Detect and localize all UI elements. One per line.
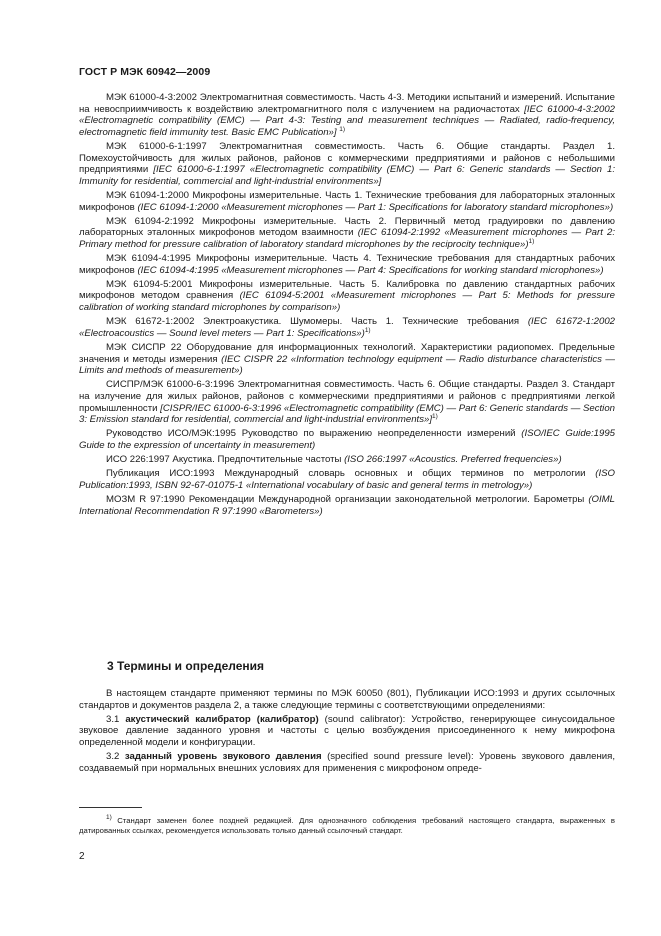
reference-item: МЭК 61094-1:2000 Микрофоны измерительные. Часть 1. Технические требования для лабораторных эталонных микрофонов (IEC 61094-1:2000 «Measurement microphones — Part 1: Specifications for laboratory standard microphones») [79, 189, 615, 213]
reference-item: МЭК 61094-5:2001 Микрофоны измерительные. Часть 5. Калибровка по давлению стандартных рабочих микрофонов методом сравнения (IEC 61094-5:2001 «Measurement microphones — Part 5: Methods for pressure calibration of working standard microphones by comparison») [79, 278, 615, 314]
term-definition: 3.2 заданный уровень звукового давления (specified sound pressure level): Уровень звукового давления, создаваемый при нормальных внешних условиях для применения с микрофоном опреде- [79, 751, 615, 774]
footnote-divider [79, 807, 142, 808]
reference-item: ИСО 226:1997 Акустика. Предпочтительные частоты (ISO 266:1997 «Acoustics. Preferred frequencies») [106, 454, 562, 466]
section-intro: В настоящем стандарте применяют термины по МЭК 60050 (801), Публикации ИСО:1993 и других ссылочных стандартов и документов раздела 2, а также следующие термины с соответствующими определениями: [79, 688, 615, 711]
reference-item: МЭК 61672-1:2002 Электроакустика. Шумомеры. Часть 1. Технические требования (IEC 61672-1:2002 «Electroacoustics — Sound level meters — Part 1: Specifications»)$^{1)}$ [79, 316, 615, 339]
page-number: 2 [79, 851, 85, 862]
reference-item: МЭК 61094-2:1992 Микрофоны измерительные. Часть 2. Первичный метод градуировки по давлению лабораторных эталонных микрофонов методом взаимности (IEC 61094-2:1992 «Measurement microphones — Part 2: Primary method for pressure calibration of laboratory standard microphones by the reciprocity technique»)$^{1)}$ [79, 215, 615, 250]
reference-item: МЭК 61000-4-3:2002 Электромагнитная совместимость. Часть 4-3. Методики испытаний и измерений. Испытание на невосприимчивость к воздействию электромагнитного поля с излучением на радиочастотах [IEC 61000-4-3:2002 «Electromagnetic compatibility (EMC) — Part 4-3: Testing and measurement techniques — Radiated, radio-frequency, electromagnetic field immunity test. Basic EMC Publication»] $^{1)}$ [79, 92, 615, 138]
reference-item: МЭК 61000-6-1:1997 Электромагнитная совместимость. Часть 6. Общие стандарты. Раздел 1. Помехоустойчивость для жилых районов, районов с коммерческими предприятиями и районов с небольшими предприятиями [IEC 61000-6-1:1997 «Electromagnetic compatibility (EMC) — Part 6: Generic standards — Section 1: Immunity for residential, commercial and light-industrial environments»] [79, 140, 616, 187]
footnote: $^{1)}$ Стандарт заменен более поздней редакцией. Для однозначного соблюдения требований настоящего стандарта, выраженных в датированных ссылках, рекомендуется использовать только данный ссылочный стандарт. [79, 814, 615, 836]
document-header: ГОСТ Р МЭК 60942—2009 [79, 66, 211, 78]
reference-item: МЭК СИСПР 22 Оборудование для информационных технологий. Характеристики радиопомех. Предельные значения и методы измерения (IEC CISPR 22 «Information technology equipment — Radio disturbance characteristics — Limits and methods of measurement») [79, 342, 616, 377]
section-heading: 3 Термины и определения [107, 659, 265, 673]
reference-item: МЭК 61094-4:1995 Микрофоны измерительные. Часть 4. Технические требования для стандартных рабочих микрофонов (IEC 61094-4:1995 «Measurement microphones — Part 4: Specifications for working standard microphones») [79, 253, 615, 276]
references-list [79, 92, 615, 520]
reference-item: Руководство ИСО/МЭК:1995 Руководство по выражению неопределенности измерений (ISO/IEC Guide:1995 Guide to the expression of uncertainty in measurement) [79, 428, 615, 451]
reference-item: СИСПР/МЭК 61000-6-3:1996 Электромагнитная совместимость. Часть 6. Общие стандарты. Раздел 3. Стандарт на излучение для жилых районов, районов с коммерческими предприятиями и районов с предприятиями легкой промышленности [CISPR/IEC 61000-6-3:1996 «Electromagnetic compatibility (EMC) — Part 6: Generic standards — Section 3: Emission standard for residential, commercial and light-industrial environments»]$^{1)}$ [79, 379, 615, 426]
reference-item: Публикация ИСО:1993 Международный словарь основных и общих терминов по метрологии (ISO Publication:1993, ISBN 92-67-01075-1 «International vocabulary of basic and general terms in metrology») [79, 468, 616, 491]
section-body [79, 688, 615, 777]
reference-item: МОЗМ R 97:1990 Рекомендации Международной организации законодательной метрологии. Барометры (OIML International Recommendation R 97:1990 «Barometers») [79, 494, 615, 517]
term-definition: 3.1 акустический калибратор (калибратор) (sound calibrator): Устройство, генерирующее синусоидальное звуковое давление заданного уровня и частоты с целью возбуждения присоединенного к нему микрофона определенной модели и конфигурации. [79, 713, 616, 748]
